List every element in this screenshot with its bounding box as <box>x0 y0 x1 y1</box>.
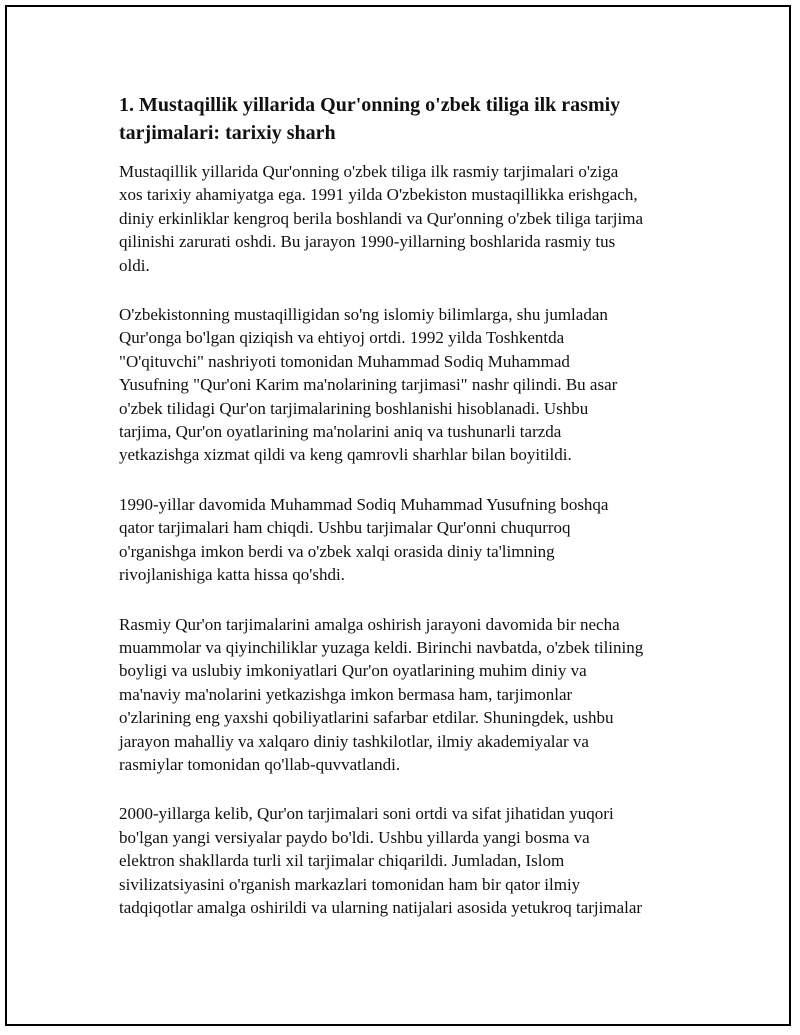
title-line: 1. Mustaqillik yillarida Qur'onning o'zbek tiliga ilk rasmiy <box>119 94 621 116</box>
paragraph-line: o'rganishga imkon berdi va o'zbek xalqi orasida diniy ta'limning <box>119 541 555 561</box>
section-title <box>119 91 699 147</box>
paragraph <box>119 802 699 919</box>
paragraph-line: xos tarixiy ahamiyatga ega. 1991 yilda O'zbekiston mustaqillikka erishgach, <box>119 185 638 205</box>
paragraph <box>119 613 699 777</box>
paragraph-line: "O'qituvchi" nashriyoti tomonidan Muhammad Sodiq Muhammad <box>119 351 570 371</box>
paragraph-line: boyligi va uslubiy imkoniyatlari Qur'on oyatlarining muhim diniy va <box>119 661 587 681</box>
document-content <box>119 91 699 919</box>
paragraphs <box>119 160 699 919</box>
paragraph-line: elektron shakllarda turli xil tarjimalar chiqarildi. Jumladan, Islom <box>119 851 565 871</box>
paragraph-line: rasmiylar tomonidan qo'llab-quvvatlandi. <box>119 754 401 774</box>
title-line: tarjimalari: tarixiy sharh <box>119 122 336 144</box>
paragraph-line: oldi. <box>119 255 150 275</box>
paragraph-line: 2000-yillarga kelib, Qur'on tarjimalari soni ortdi va sifat jihatidan yuqori <box>119 804 614 824</box>
paragraph-line: O'zbekistonning mustaqilligidan so'ng islomiy bilimlarga, shu jumladan <box>119 305 608 325</box>
paragraph-line: rivojlanishiga katta hissa qo'shdi. <box>119 565 345 585</box>
paragraph-line: tarjima, Qur'on oyatlarining ma'nolarini aniq va tushunarli tarzda <box>119 422 562 442</box>
paragraph <box>119 303 699 467</box>
paragraph-line: 1990-yillar davomida Muhammad Sodiq Muhammad Yusufning boshqa <box>119 494 609 514</box>
paragraph <box>119 160 699 277</box>
paragraph-line: sivilizatsiyasini o'rganish markazlari tomonidan ham bir qator ilmiy <box>119 874 581 894</box>
paragraph-line: Rasmiy Qur'on tarjimalarini amalga oshirish jarayoni davomida bir necha <box>119 614 620 634</box>
paragraph-line: jarayon mahalliy va xalqaro diniy tashkilotlar, ilmiy akademiyalar va <box>119 731 589 751</box>
paragraph-line: ma'naviy ma'nolarini yetkazishga imkon bermasa ham, tarjimonlar <box>119 684 573 704</box>
paragraph-line: bo'lgan yangi versiyalar paydo bo'ldi. Ushbu yillarda yangi bosma va <box>119 827 590 847</box>
paragraph-line: Qur'onga bo'lgan qiziqish va ehtiyoj ortdi. 1992 yilda Toshkentda <box>119 328 565 348</box>
paragraph <box>119 493 699 587</box>
paragraph-line: yetkazishga xizmat qildi va keng qamrovli sharhlar bilan boyitildi. <box>119 445 572 465</box>
paragraph-line: qator tarjimalari ham chiqdi. Ushbu tarjimalar Qur'onni chuqurroq <box>119 518 571 538</box>
document-page <box>5 5 791 1026</box>
paragraph-line: qilinishi zarurati oshdi. Bu jarayon 1990-yillarning boshlarida rasmiy tus <box>119 232 616 252</box>
paragraph-line: tadqiqotlar amalga oshirildi va ularning natijalari asosida yetukroq tarjimalar <box>119 897 643 917</box>
paragraph-line: o'zlarining eng yaxshi qobiliyatlarini safarbar etdilar. Shuningdek, ushbu <box>119 708 614 728</box>
paragraph-line: diniy erkinliklar kengroq berila boshlandi va Qur'onning o'zbek tiliga tarjima <box>119 208 644 228</box>
paragraph-line: Mustaqillik yillarida Qur'onning o'zbek tiliga ilk rasmiy tarjimalari o'ziga <box>119 162 619 181</box>
paragraph-line: o'zbek tilidagi Qur'on tarjimalarining boshlanishi hisoblanadi. Ushbu <box>119 398 589 418</box>
paragraph-line: Yusufning "Qur'oni Karim ma'nolarining tarjimasi" nashr qilindi. Bu asar <box>119 375 618 395</box>
paragraph-line: muammolar va qiyinchiliklar yuzaga keldi. Birinchi navbatda, o'zbek tilining <box>119 637 644 657</box>
